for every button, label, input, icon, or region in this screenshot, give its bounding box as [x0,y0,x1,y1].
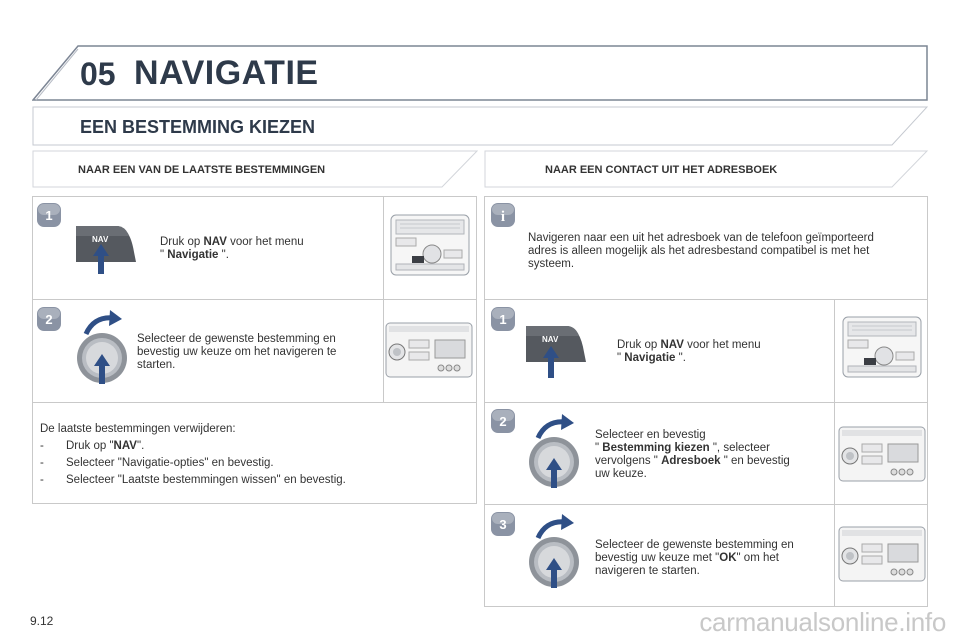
note-intro: De laatste bestemmingen verwijderen: [40,423,236,435]
rotary-knob-icon [526,512,586,592]
divider [484,299,928,300]
svg-text:1: 1 [45,208,53,223]
left-banner-title: NAAR EEN VAN DE LAATSTE BESTEMMINGEN [78,164,326,176]
note-item: - Selecteer "Navigatie-opties" en bevestig. [40,457,274,469]
divider [834,299,835,607]
page-number: 9.12 [30,614,54,628]
divider [484,504,928,505]
right-step-3-text: Selecteer de gewenste bestemming en bevestig uw keuze met "OK" om het navigeren te starten. [595,539,794,577]
left-step-2-text: Selecteer de gewenste bestemming en bevestig uw keuze om het navigeren te starten. [137,333,337,371]
chapter-title: NAVIGATIE [134,54,319,92]
info-icon [490,202,516,228]
left-note [40,421,460,489]
info-text: Navigeren naar een uit het adresboek van de telefoon geïmporteerd adres is alleen mogelijk als het adresbestand compatibel is met het systeem. [528,232,874,270]
divider [383,196,384,402]
radio-unit-icon [838,426,926,482]
rotary-knob-icon [74,308,134,388]
step-2-badge [36,306,62,332]
svg-text:NAV: NAV [542,335,559,344]
nav-button-icon [74,222,154,276]
step-1-badge [490,306,516,332]
right-step-2-text: Selecteer en bevestig " Bestemming kiezen ", selecteer vervolgens " Adresboek " en bevestig uw keuze. [595,429,790,480]
svg-text:2: 2 [45,312,53,327]
radio-unit-icon [390,214,470,276]
svg-text:i: i [500,209,506,225]
rotary-knob-icon [526,412,586,492]
watermark: carmanualsonline.info [699,607,946,637]
svg-text:3: 3 [499,517,507,532]
radio-unit-icon [385,322,473,378]
note-item: - Selecteer "Laatste bestemmingen wissen" en bevestig. [40,474,346,486]
svg-text:NAV: NAV [92,235,109,244]
step-1-badge [36,202,62,228]
right-step-1-text: Druk op NAV voor het menu " Navigatie ". [617,339,761,364]
radio-unit-icon [842,316,922,378]
note-item: - Druk op "NAV". [40,440,145,452]
right-banner-title: NAAR EEN CONTACT UIT HET ADRESBOEK [545,164,778,176]
section-title: EEN BESTEMMING KIEZEN [80,117,316,137]
radio-unit-icon [838,526,926,582]
divider [32,402,477,403]
chapter-number: 05 [80,56,116,92]
divider [484,402,928,403]
svg-text:1: 1 [499,312,507,327]
nav-button-icon [524,322,604,380]
step-2-badge [490,408,516,434]
svg-text:2: 2 [499,414,507,429]
step-3-badge [490,511,516,537]
left-step-1-text: Druk op NAV voor het menu " Navigatie ". [160,236,304,261]
divider [32,299,477,300]
